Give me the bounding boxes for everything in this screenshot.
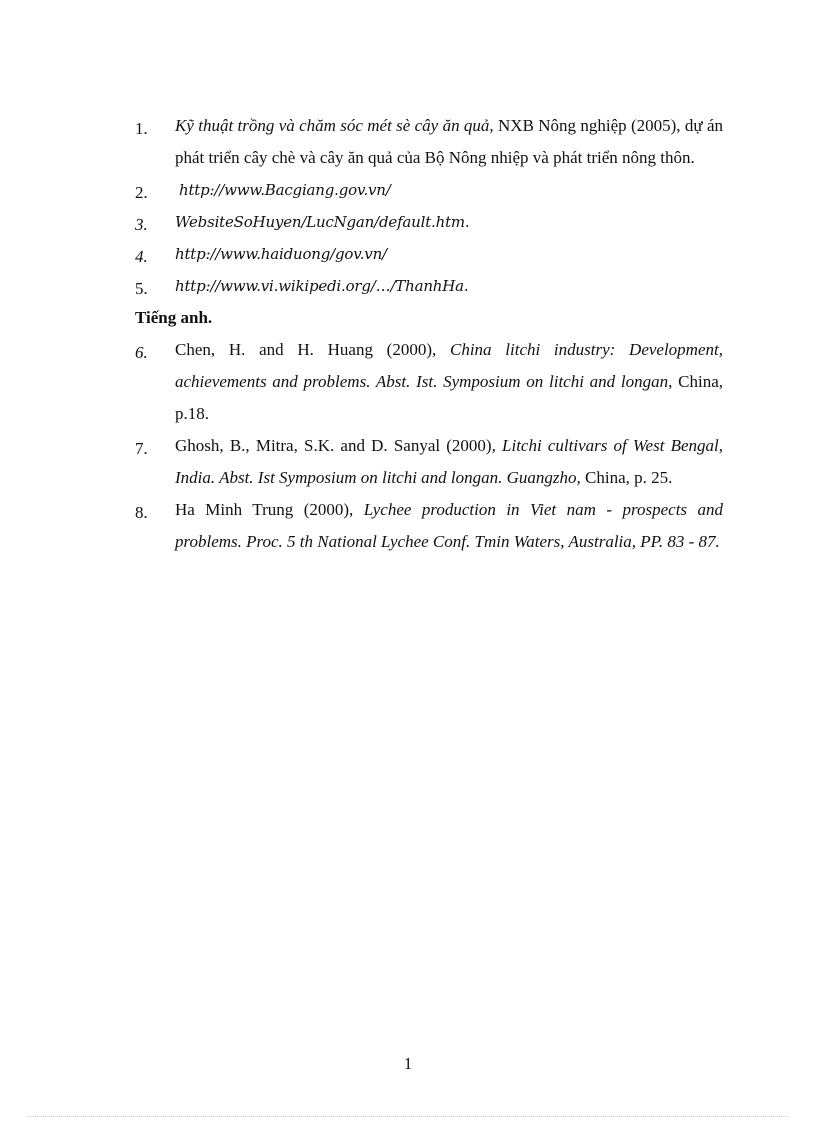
reference-number: 1.	[135, 119, 148, 138]
reference-item-3	[135, 206, 723, 238]
reference-details: , NXB Nông nghiệp (2005), dự án phát triển cây chè và cây ăn quả của Bộ Nông nhiệp và phát triển nông thôn.	[175, 116, 723, 167]
reference-number: 4.	[135, 247, 148, 266]
reference-title: Lychee production in Viet nam - prospects and problems. Proc. 5 th National Lychee Conf. Tmin Waters, Australia, PP. 83 - 87.	[175, 500, 724, 551]
reference-number: 8.	[135, 503, 148, 522]
reference-url: http://www.vi.wikipedi.org/…/ThanhHa.	[175, 277, 469, 295]
reference-number: 7.	[135, 439, 148, 458]
reference-title: Kỹ thuật trồng và chăm sóc mét sè cây ăn quả	[175, 116, 490, 135]
reference-url: http://www.Bacgiang.gov.vn/	[179, 181, 391, 199]
reference-details: China, p.18.	[175, 372, 724, 423]
reference-item-8	[135, 494, 723, 558]
reference-number: 3.	[135, 215, 148, 234]
reference-authors: Chen, H. and H. Huang (2000),	[175, 340, 450, 359]
reference-authors: Ghosh, B., Mitra, S.K. and D. Sanyal (2000),	[175, 436, 503, 455]
reference-details: China, p. 25.	[580, 468, 673, 487]
reference-url: http://www.haiduong/gov.vn/	[175, 245, 387, 263]
page-bottom-divider	[28, 1116, 788, 1117]
reference-title: China litchi industry: Development, achievements and problems. Abst. Ist. Symposium on litchi and longan,	[175, 340, 723, 391]
reference-item-4	[135, 238, 723, 270]
reference-item-5	[135, 270, 723, 302]
reference-url: WebsiteSoHuyen/LucNgan/default.htm.	[175, 213, 470, 231]
page-number: 1	[403, 1054, 413, 1073]
reference-item-6	[135, 334, 723, 430]
reference-number: 2.	[135, 183, 148, 202]
section-heading: Tiếng anh.	[135, 308, 213, 327]
reference-item-7	[135, 430, 723, 494]
reference-list	[135, 110, 723, 558]
reference-title: Litchi cultivars of West Bengal, India. Abst. Ist Symposium on litchi and longan. Guangzho,	[175, 436, 723, 487]
reference-number: 5.	[135, 279, 148, 298]
reference-item-2	[135, 174, 723, 206]
reference-authors: Ha Minh Trung (2000),	[175, 500, 364, 519]
reference-number: 6.	[135, 343, 148, 362]
reference-item-1	[135, 110, 723, 174]
